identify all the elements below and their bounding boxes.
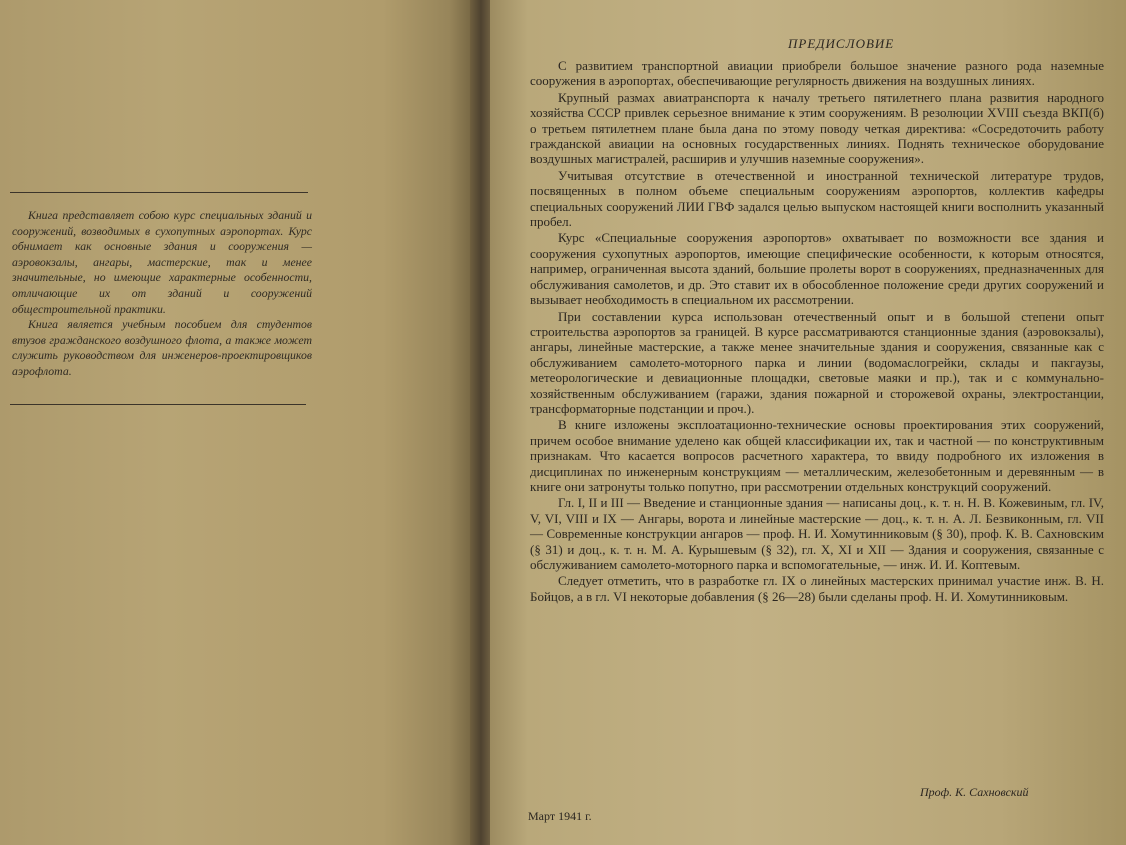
preface-paragraph: При составлении курса использован отечественный опыт и в большой степени опыт строительства аэропортов за границей. В курсе рассматриваются станционные здания (аэровокзалы), ангары, линейные мастерские, а также менее значительные здания и сооружения, связанные как с обслуживанием самолето-моторного парка и линии (водомаслогрейки, склады и пакгаузы, метеорологические и девиационные площадки, световые маяки и пр.), так и с коммунально-хозяйственным обслуживанием (гаражи, здания пожарной и сторожевой охраны, электростанции, трансформаторные подстанции и проч.).: [530, 308, 1104, 416]
preface-paragraph: Следует отметить, что в разработке гл. IX о линейных мастерских принимал участие инж. В. Н. Бойцов, а в гл. VI некоторые добавления (§ 26—28) были сделаны проф. Н. И. Хомутинниковым.: [530, 573, 1104, 604]
preface-date: Март 1941 г.: [528, 809, 592, 823]
preface-paragraph: Курс «Специальные сооружения аэропортов» охватывает по возможности все здания и сооружения сухопутных аэропортов, имеющие специфические особенности, к которым относятся, например, ограниченная высота зданий, большие пролеты ворот в сооружениях, предназначенных для обслуживания самолетов, и др. Это ставит их в обособленное положение среди других сооружений и вызывает необходимость в специальном их рассмотрении.: [530, 230, 1104, 308]
bottom-rule: [10, 404, 306, 405]
preface-paragraph: Крупный размах авиатранспорта к началу третьего пятилетнего плана развития народного хозяйства СССР привлек серьезное внимание к этим сооружениям. В резолюции XVIII съезда ВКП(б) о третьем пятилетнем плане была дана по этому поводу четкая директива: «Сосредоточить работу гражданской авиации на основных государственных линиях. Поднять техническое оборудование воздушных магистралей, расширив и улучшив наземные сооружения».: [530, 89, 1104, 167]
preface-paragraph: В книге изложены эксплоатационно-технические основы проектирования этих сооружений, причем особое внимание уделено как общей классификации их, так и частной — по конструктивным признакам. Что касается вопросов расчетного характера, то ввиду подробного их изложения в дисциплинах по инженерным конструкциям — металлическим, железобетонным и деревянным — в книге они затронуты только попутно, при рассмотрении отдельных конструкций сооружений.: [530, 417, 1104, 494]
page-title: ПРЕДИСЛОВИЕ: [788, 36, 895, 51]
preface-paragraph: Учитывая отсутствие в отечественной и иностранной технической литературе трудов, посвященных в полном объеме специальным сооружениям аэропортов, коллектив кафедры специальных сооружений ЛИИ ГВФ задался целью выпуском настоящей книги восполнить указанный пробел.: [530, 167, 1104, 230]
top-rule: [10, 192, 308, 193]
author-signature: Проф. К. Сахновский: [920, 785, 1029, 799]
left-page: [0, 0, 478, 845]
preface-paragraph: Гл. I, II и III — Введение и станционные здания — написаны доц., к. т. н. Н. В. Кожевиным, гл. IV, V, VI, VIII и IX — Ангары, ворота и линейные мастерские — доц., к. т. н. А. Л. Безвиконным, гл. VII — Современные конструкции ангаров — проф. Н. И. Хомутинниковым (§ 30), проф. К. В. Сахновским (§ 31) и доц., к. т. н. М. А. Курышевым (§ 32), гл. X, XI и XII — Здания и сооружения, связанные с обслуживанием самолето-моторного парка и вспомогательные, — инж. И. И. Коптевым.: [530, 495, 1104, 572]
annotation-block: [12, 208, 312, 380]
preface-text: [530, 58, 1104, 605]
annotation-paragraph: Книга является учебным пособием для студентов втузов гражданского воздушного флота, а также может служить руководством для инженеров-проектировщиков аэрофлота.: [12, 317, 312, 378]
preface-paragraph: С развитием транспортной авиации приобрели большое значение разного рода наземные сооружения в аэропортах, обеспечивающие регулярность движения на воздушных линиях.: [530, 58, 1104, 89]
annotation-paragraph: Книга представляет собою курс специальных зданий и сооружений, возводимых в сухопутных аэропортах. Курс обнимает как основные здания и сооружения — аэровокзалы, ангары, мастерские, так и менее значительные, но имеющие характерные особенности, отличающие их от зданий и сооружений общестроительной практики.: [12, 208, 312, 316]
